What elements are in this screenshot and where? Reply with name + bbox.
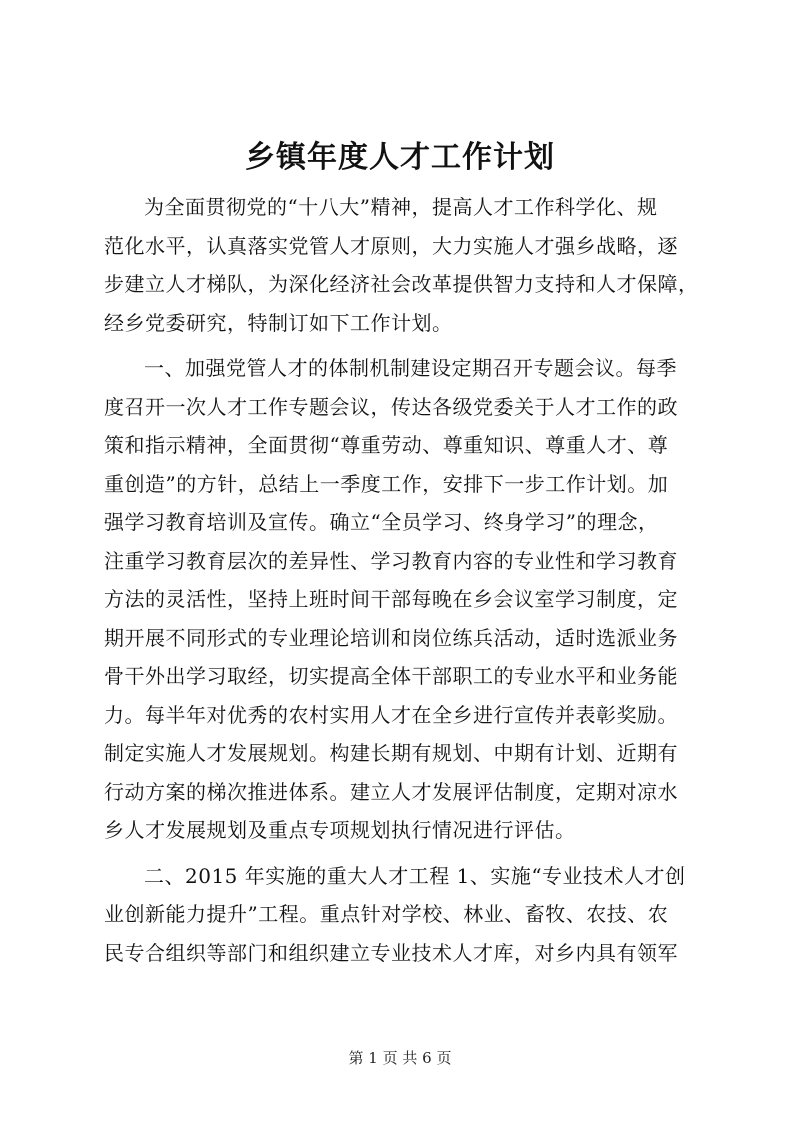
page-number-footer: 第 1 页 共 6 页 [348,1049,452,1067]
text-line: 乡人才发展规划及重点专项规划执行情况进行评估。 [104,818,576,842]
text-line: 注重学习教育层次的差异性、学习教育内容的专业性和学习教育 [104,548,678,573]
text-line: 经乡党委研究，特制订如下工作计划。 [104,310,453,335]
text-line: 民专合组织等部门和组织建立专业技术人才库，对乡内具有领军 [104,940,678,965]
text-line: 业创新能力提升”工程。重点针对学校、林业、畜牧、农技、农 [104,902,669,926]
document-title: 乡镇年度人才工作计划 [245,140,555,175]
document-body [104,188,704,972]
text-line: 强学习教育培训及宣传。确立“全员学习、终身学习”的理念， [104,510,659,534]
text-line: 行动方案的梯次推进体系。建立人才发展评估制度，定期对凉水 [104,779,678,804]
paragraph-section-1 [104,349,704,850]
text-line: 骨干外出学习取经，切实提高全体干部职工的专业水平和业务能 [104,664,678,688]
paragraph-intro [104,188,704,342]
paragraph-section-2 [104,857,704,973]
text-line: 力。每半年对优秀的农村实用人才在全乡进行宣传并表彰奖励。 [104,702,678,727]
text-line: 为全面贯彻党的“十八大”精神，提高人才工作科学化、规 [144,195,658,219]
text-line: 期开展不同形式的专业理论培训和岗位练兵活动，适时选派业务 [104,625,678,650]
text-line: 制定实施人才发展规划。构建长期有规划、中期有计划、近期有 [104,741,678,765]
text-line: 策和指示精神，全面贯彻“尊重劳动、尊重知识、尊重人才、尊 [104,433,669,457]
text-line: 二、2015 年实施的重大人才工程 1、实施“专业技术人才创 [144,863,686,888]
text-line: 范化水平，认真落实党管人才原则，大力实施人才强乡战略，逐 [104,233,678,258]
text-line: 度召开一次人才工作专题会议，传达各级党委关于人才工作的政 [104,394,678,419]
text-line: 一、加强党管人才的体制机制建设定期召开专题会议。每季 [144,356,677,380]
text-line: 重创造”的方针，总结上一季度工作，安排下一步工作计划。加 [104,471,669,496]
text-line: 方法的灵活性，坚持上班时间干部每晚在乡会议室学习制度，定 [104,587,678,611]
text-line: 步建立人才梯队，为深化经济社会改革提供智力支持和人才保障， [104,272,699,296]
